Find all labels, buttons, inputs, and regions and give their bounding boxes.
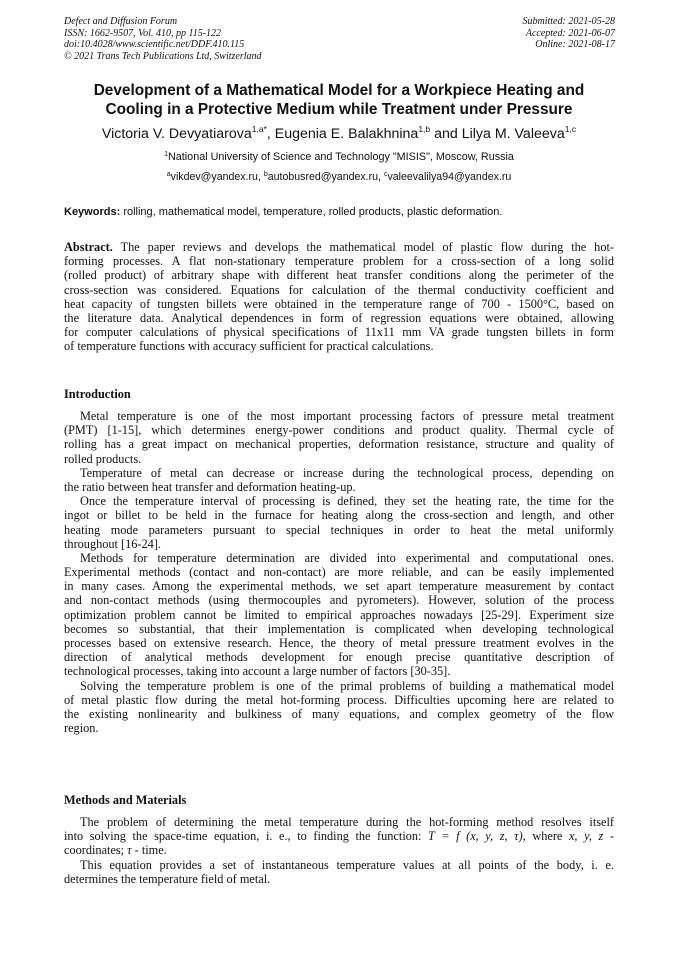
email-link[interactable]: vikdev@yandex.ru (170, 171, 258, 183)
body-line: Methods for temperature determination are divided into experimental and computational ones. (80, 550, 614, 565)
coordinate-vars: x, y, z (568, 829, 604, 844)
body-line: technological processes, taking into account a large number of factors [30-35]. (64, 664, 451, 679)
author-separator: and (430, 126, 462, 142)
body-line: direction of analytical methods development for enough precise quantitative description of (64, 650, 614, 665)
abstract-line: the literature data. Analytical dependences in form of regression equations were obtained, allowing (64, 310, 614, 325)
journal-name: Defect and Diffusion Forum (64, 16, 178, 27)
author-affiliation-mark: 1,b (418, 124, 431, 134)
body-line: and non-contact methods (using thermocouples and pyrometers). However, solution of the process (64, 593, 614, 608)
body-line: coordinates; τ - time. (64, 843, 167, 858)
author-emails: $^a$vikdev@yandex.ru, $^b$autobusred@yandex.ru, $^c$valeevalilya94@yandex.ru (166, 171, 512, 183)
body-line: rolled products. (64, 451, 142, 466)
body-line: into solving the space-time equation, i. e., to finding the function: T = f (x, y, z, τ), where x, y, z - (64, 829, 614, 844)
abstract-line: Abstract. The paper reviews and develops the mathematical model of plastic flow during the hot- (64, 240, 614, 254)
abstract-line: of temperature functions with accuracy sufficient for practical calculations. (64, 339, 434, 354)
author-affiliation-mark: 1,c (564, 124, 577, 134)
body-line: the ratio between heat transfer and deformation heating-up. (64, 479, 356, 494)
methods-body (64, 815, 614, 886)
journal-info (64, 16, 262, 62)
author-affiliation-mark: 1,a* (251, 124, 267, 134)
body-line: heating mode parameters pursuant to special techniques in order to heat the metal uniformly (64, 522, 614, 537)
affiliation-mark: 1 (164, 151, 168, 158)
title-line: Development of a Mathematical Model for a Workpiece Heating and (93, 82, 585, 99)
introduction-body (64, 409, 614, 735)
email-link[interactable]: valeevalilya94@yandex.ru (387, 171, 512, 183)
abstract-label: Abstract. (64, 240, 113, 254)
keywords (64, 206, 616, 218)
body-line: region. (64, 721, 99, 736)
section-heading-methods: Methods and Materials (64, 793, 187, 807)
body-line: The problem of determining the metal temperature during the hot-forming method resolves itself (80, 815, 614, 829)
body-line: This equation provides a set of instantaneous temperature values at all points of the body, i. e. (80, 857, 614, 872)
email-mark: b (263, 171, 268, 178)
body-line: Experimental methods (contact and non-contact) are more reliable, and can be easily implemented (64, 565, 614, 580)
email-mark: c (383, 171, 388, 178)
abstract (64, 240, 614, 354)
body-line: the existing nonlinearity and bulkiness of many equations, and complex geometry of the flow (64, 706, 614, 721)
author-list (20, 124, 658, 142)
abstract-line: heat capacity of tungsten billets were obtained in the temperature range of 700 - 1500°C, based on (64, 296, 614, 311)
author-name: Lilya M. Valeeva (461, 126, 565, 142)
submission-dates (523, 16, 616, 51)
journal-issn: ISSN: 1662-9507, Vol. 410, pp 115-122 (64, 27, 222, 39)
abstract-line: cross-section was considered. Equations for calculation of the thermal conductivity coefficient and (64, 282, 614, 297)
abstract-line: forming processes. A flat non-stationary temperature problem for a cross-section of a long solid (64, 254, 614, 269)
body-line: determines the temperature field of metal. (64, 871, 271, 886)
formula: T = f (x, y, z, τ), (428, 829, 526, 844)
body-line: (PMT) [1-15], which determines energy-power conditions and product quality. Thermal cycle of (64, 423, 614, 438)
body-line: Once the temperature interval of processing is defined, they set the heating rate, the time for the (80, 494, 614, 509)
author-separator: , (266, 126, 275, 142)
journal-copyright: © 2021 Trans Tech Publications Ltd, Switzerland (64, 50, 262, 62)
body-line: in many cases. Among the experimental methods, we set apart temperature measurement by contact (64, 579, 614, 594)
abstract-line: (rolled product) of arbitrary shape with different heat transfer conditions along the perimeter of the (64, 268, 614, 283)
email-link[interactable]: autobusred@yandex.ru (267, 171, 379, 183)
body-line: Metal temperature is one of the most important processing factors of pressure metal treatment (80, 409, 614, 423)
body-line: Solving the temperature problem is one of the primal problems of building a mathematical model (80, 678, 614, 693)
body-line: optimization problem cannot be limited to empirical approaches nowadays [25-29]. Experiment size (64, 607, 614, 622)
body-line: of metal plastic flow during the metal hot-forming process. Difficulties upcoming here are related to (64, 692, 614, 707)
keywords-label: Keywords: (64, 206, 121, 218)
paper-title (40, 81, 638, 119)
body-line: ingot or billet to be held in the furnace for heating along the cross-section and length, and other (64, 508, 614, 523)
accepted-date: Accepted: 2021-06-07 (525, 27, 615, 39)
journal-doi: doi:10.4028/www.scientific.net/DDF.410.115 (64, 39, 245, 51)
body-line: Temperature of metal can decrease or increase during the technological process, depending on (80, 465, 614, 480)
title-line: Cooling in a Protective Medium while Treatment under Pressure (105, 101, 573, 118)
time-var: τ (127, 843, 132, 858)
body-line: processes based on extensive research. Hence, the theory of metal pressure treatment evolves in the (64, 636, 614, 650)
affiliation-text: National University of Science and Technology "MISIS", Moscow, Russia (167, 151, 514, 163)
body-line: becomes so substantial, that their implementation is complicated when developing technological (64, 621, 614, 636)
section-heading-introduction: Introduction (64, 387, 131, 401)
online-date: Online: 2021-08-17 (535, 39, 615, 51)
keywords-text: rolling, mathematical model, temperature, rolled products, plastic deformation. (123, 206, 503, 218)
abstract-line: for computer calculations of physical specifications of 11x11 mm VA grade tungsten billets in form (64, 325, 614, 340)
email-mark: a (166, 171, 171, 178)
author-name: Eugenia E. Balakhnina (274, 126, 419, 142)
affiliation (40, 151, 638, 163)
body-line: throughout [16-24]. (64, 536, 161, 551)
submitted-date: Submitted: 2021-05-28 (522, 16, 615, 27)
author-name: Victoria V. Devyatiarova (101, 126, 252, 142)
body-line: rolling has a great impact on mechanical properties, deformation resistance, structure and quality of (64, 437, 614, 452)
